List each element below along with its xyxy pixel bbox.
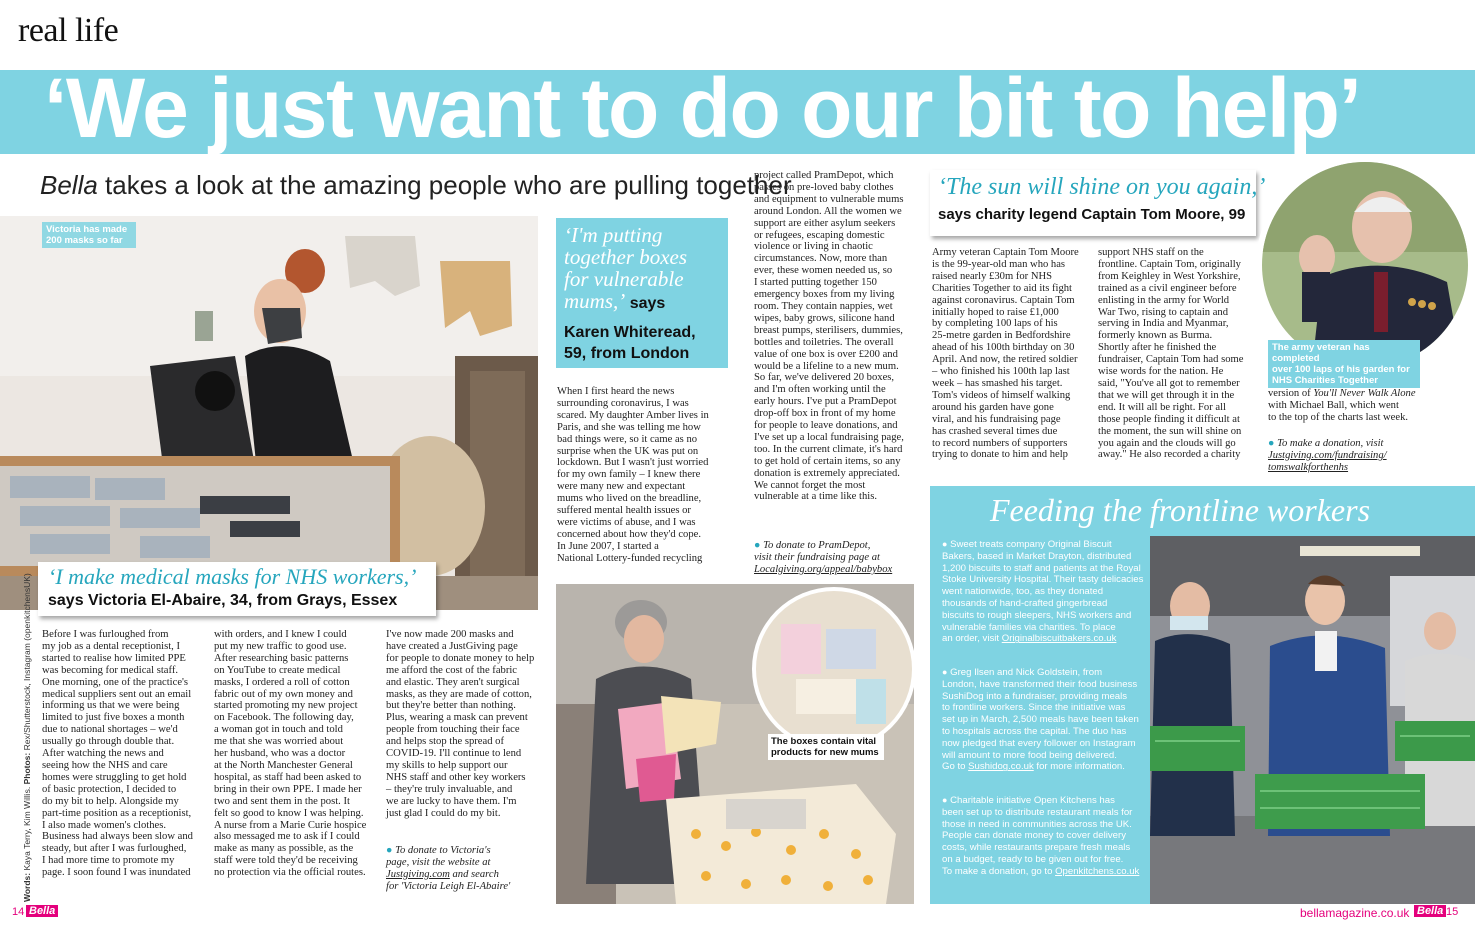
left-brand-badge: Bella <box>26 905 58 917</box>
credits-photos-label: Photos: <box>22 752 32 785</box>
tom-col3-a: version of <box>1268 388 1314 399</box>
victoria-column-2: with orders, and I knew I could put my new traffic to good use. After researching basic patterns on YouTube to create medical masks, I ordered a roll of cotton fabric out of my own money and started promoting my new project on Facebook. The following day, a woman got in touch and told me that she was worried about her husband, who was a doctor at the North Manchester General hospital, as staff had been asked to bring in their own PPE. I made her two and sent them in the post. It felt so good to know I was helping. A nurse from a Marie Curie hospice also messaged me to ask if I could make as many as possible, as the staff were told they'd be receiving no protection via the official routes. <box>214 629 367 879</box>
left-page-number: 14 <box>12 906 25 918</box>
tom-attribution: says charity legend Captain Tom Moore, 99 <box>938 206 1246 223</box>
karen-quote-says: says <box>625 295 666 312</box>
frontline-item-2 <box>942 667 1152 773</box>
frontline-item-3-text: Charitable initiative Open Kitchens has been set up to distribute restaurant meals for those in need in communities across the UK. People can donate money to cover delivery costs, while restaurants prepare fresh meals on a budget, ready to be given out for free. To make a donation, go to <box>942 795 1133 877</box>
tom-donate-line1: To make a donation, visit <box>1277 438 1384 449</box>
nhs-workers-photo <box>1150 536 1475 904</box>
frontline-item-2-end: for more information. <box>1033 761 1125 773</box>
karen-box-caption: The boxes contain vital products for new mums <box>768 734 884 760</box>
tom-col3-song: You'll Never Walk Alone <box>1313 388 1416 399</box>
tom-column-3 <box>1268 388 1468 424</box>
tom-col3-c: with Michael Ball, which went to the top of the charts last week. <box>1268 399 1409 423</box>
section-label: real life <box>18 12 119 49</box>
victoria-donate-line2: page, visit the website at <box>386 856 491 868</box>
victoria-sewing-photo <box>0 216 538 610</box>
tom-column-1: Army veteran Captain Tom Moore is the 99-year-old man who has raised nearly £30m for NHS Charities Together to aid its fight against coronavirus. Captain Tom initially hoped to raise £1,000 by completing 100 laps of his 25-metre garden in Bedfordshire ahead of his 100th birthday on 30 April. And now, the retired soldier – who finished his 100th lap last week – has smashed his target. Tom's videos of himself walking around his garden have gone viral, and his fundraising page has crashed several times due to record numbers of supporters trying to donate to him and help <box>932 247 1079 461</box>
karen-attribution: Karen Whiteread, 59, from London <box>564 324 696 362</box>
victoria-column-1: Before I was furloughed from my job as a dental receptionist, I started to realise how limited PPE was becoming for medical staff. One morning, one of the practice's medical suppliers sent out an email informing us that we were being limited to just five boxes a month due to national shortages – we'd usually go through double that. After watching the news and seeing how the NHS and care homes were struggling to get hold of basic protection, I decided to do my bit to help. Alongside my part-time position as a receptionist, I also made women's clothes. Business had always been slow and steady, but after I was furloughed, I had more time to promote my page. I soon found I was inundated <box>42 629 193 879</box>
victoria-attribution: says Victoria El-Abaire, 34, from Grays, Essex <box>48 592 398 609</box>
victoria-quote-box <box>38 562 436 616</box>
karen-quote <box>564 224 714 315</box>
victoria-quote: ‘I make medical masks for NHS workers,’ <box>48 564 417 589</box>
website-footer[interactable]: bellamagazine.co.uk <box>1300 906 1410 920</box>
victoria-donate-line4: for 'Victoria Leigh El-Abaire' <box>386 880 511 892</box>
victoria-donate-note <box>386 845 546 893</box>
right-brand-badge: Bella <box>1414 905 1446 917</box>
captain-tom-photo <box>1262 162 1468 368</box>
bullet-icon: ● <box>386 845 393 856</box>
biscuit-bakers-link[interactable]: Originalbiscuitbakers.co.uk <box>1001 633 1117 645</box>
tom-quote-box <box>930 170 1266 236</box>
standfirst-brand: Bella <box>40 170 98 200</box>
bullet-icon: ● <box>942 667 948 677</box>
headline: ‘We just want to do our bit to help’ <box>44 61 1361 155</box>
tom-photo-caption: The army veteran has completed over 100 laps of his garden for NHS Charities Together <box>1268 340 1420 388</box>
bullet-icon: ● <box>1268 438 1275 449</box>
bullet-icon: ● <box>754 540 761 551</box>
bullet-icon: ● <box>942 795 948 805</box>
victoria-donate-line1: To donate to Victoria's <box>395 845 491 856</box>
credits-photos: Rex/Shutterstock, Instagram (openkitchensUK) <box>22 573 32 753</box>
karen-localgiving-link[interactable]: Localgiving.org/appeal/babybox <box>754 563 893 575</box>
frontline-item-1-text: Sweet treats company Original Biscuit Bakers, based in Market Drayton, distributed 1,200 biscuits to staff and patients at the Royal Stoke University Hospital. Their tasty delicacies went nationwide, too, as they donated thousands of hand-crafted gingerbread biscuits to rough sleepers, NHS workers and vulnerable families via charities. To place an order, visit <box>942 539 1144 645</box>
sushidog-link[interactable]: Sushidog.co.uk <box>968 761 1034 773</box>
frontline-item-2-text: Greg Ilsen and Nick Goldstein, from London, have transformed their food business SushiDog into a fundraiser, providing meals to frontline workers. Since the initiative was set up in March, 2,500 meals have been taken to hospitals across the capital. The duo has now pledged that every follower on Instagram will amount to more food being delivered. Go to <box>942 667 1139 773</box>
openkitchens-link[interactable]: Openkitchens.co.uk <box>1055 865 1140 877</box>
tom-justgiving-link[interactable]: Justgiving.com/fundraising/ <box>1268 449 1387 461</box>
karen-donate-line2: visit their fundraising page at <box>754 551 880 563</box>
karen-column-1: When I first heard the news surrounding coronavirus, I was scared. My daughter Amber lives in Paris, and she was telling me how bad things were, so it came as no surprise when the UK was put on lockdown. But I wasn't just worried for my own family – I knew there were many new and expectant mums who lived on the breadline, suffered mental health issues or were victims of abuse, and I was concerned about how they'd cope. In June 2007, I started a National Lottery-funded recycling <box>557 386 709 564</box>
standfirst <box>40 170 792 201</box>
right-page-number: 15 <box>1446 906 1459 918</box>
karen-donate-line1: To donate to PramDepot, <box>763 540 871 551</box>
tom-justgiving-link-2[interactable]: tomswalkforthenhs <box>1268 461 1349 473</box>
bullet-icon: ● <box>942 539 948 549</box>
victoria-photo-caption: Victoria has made 200 masks so far <box>42 222 136 248</box>
tom-donate-note <box>1268 438 1468 474</box>
tom-column-2: support NHS staff on the frontline. Captain Tom, originally from Keighley in West Yorkshire, trained as a civil engineer before enlisting in the army for World War Two, rising to captain and serving in India and Myanmar, formerly known as Burma. Shortly after he finished the fundraiser, Captain Tom had some wise words for the nation. He said, "You've all got to remember that we will get through it in the end. It will all be right. For all those people finding it difficult at the moment, the sun will shine on you again and the clouds will go away." He also recorded a charity <box>1098 247 1244 461</box>
frontline-item-3 <box>942 795 1152 878</box>
victoria-justgiving-link[interactable]: Justgiving.com <box>386 868 450 880</box>
karen-column-2: project called PramDepot, which passes on pre-loved baby clothes and equipment to vulnerable mums around London. All the women we support are either asylum seekers or refugees, escaping domestic violence or living in chaotic circumstances. Now, more than ever, these women needed us, so I started putting together 150 emergency boxes from my living room. They contain nappies, wet wipes, baby grows, silicone hand breast pumps, sterilisers, dummies, bottles and toiletries. The overall value of one box is over £200 and would be a lifeline to a new mum. So far, we've delivered 20 boxes, and I'm often working until the early hours. I've put a PramDepot drop-off box in front of my home for people to leave donations, and I've set up a local fundraising page, too. In the current climate, it's hard to get hold of certain items, so any donation is extremely appreciated. We cannot forget the most vulnerable at a time like this. <box>754 170 904 503</box>
standfirst-text: takes a look at the amazing people who are pulling together <box>97 170 792 200</box>
credits-words-label: Words: <box>22 872 32 902</box>
tom-quote: ‘The sun will shine on you again,’ <box>938 174 1266 200</box>
karen-donate-note <box>754 540 924 576</box>
photo-credits <box>22 573 36 902</box>
victoria-donate-line3: and search <box>449 868 499 880</box>
victoria-column-3: I've now made 200 masks and have created a JustGiving page for people to donate money to help me afford the cost of the fabric and elastic. They aren't surgical masks, as they are made of cotton, but they're better than nothing. Plus, wearing a mask can prevent people from touching their face and helps stop the spread of COVID-19. I'll continue to lend my skills to help support our NHS staff and other key workers – they're truly invaluable, and we are lucky to have them. I'm just glad I could do my bit. <box>386 629 535 819</box>
frontline-title: Feeding the frontline workers <box>989 492 1371 528</box>
karen-quote-text: ‘I'm putting together boxes for vulnerable mums,’ <box>564 223 688 313</box>
frontline-item-1 <box>942 539 1152 645</box>
credits-words: Kaya Terry, Kim Willis. <box>22 784 32 873</box>
karen-quote-panel <box>556 218 728 368</box>
